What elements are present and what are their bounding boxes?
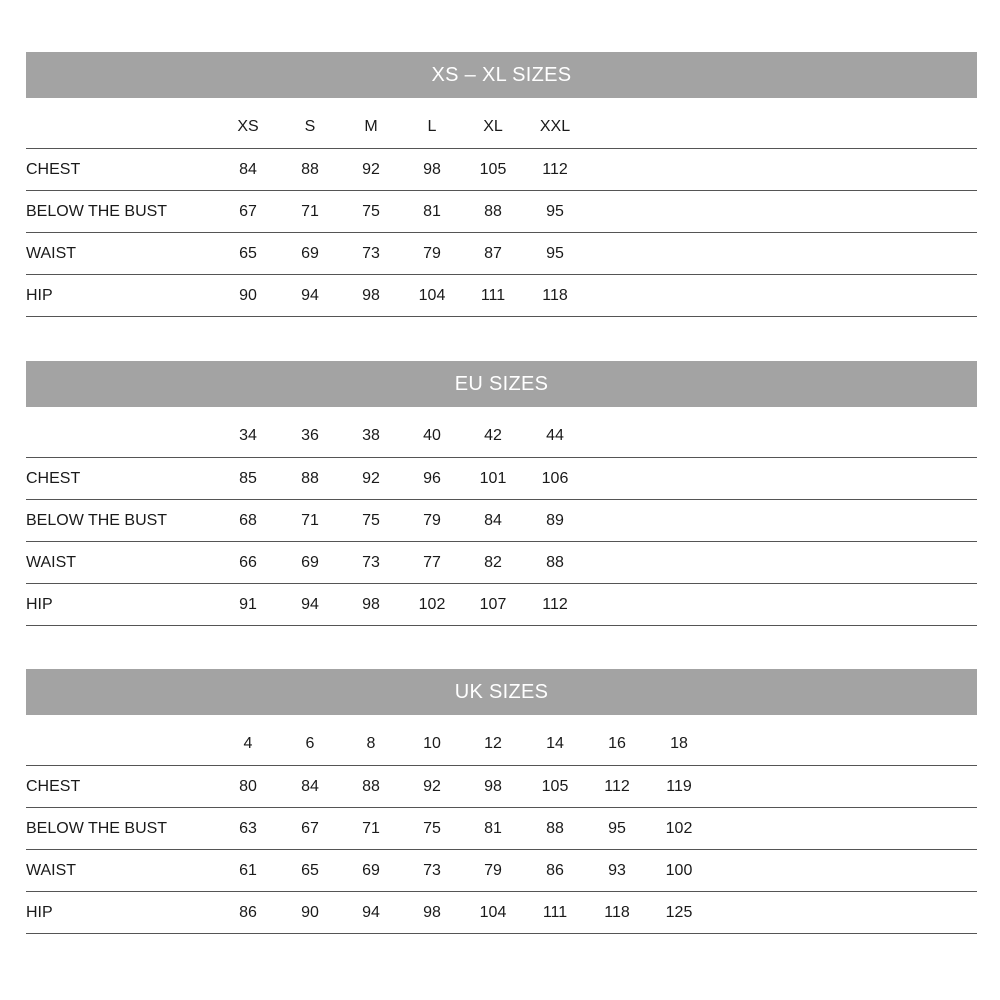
size-header-cell: 44 xyxy=(546,427,564,444)
table-title: EU SIZES xyxy=(26,361,977,407)
measurement-value: 92 xyxy=(423,777,441,795)
measurement-value: 96 xyxy=(423,469,441,487)
size-header-cell: XL xyxy=(483,118,503,135)
size-header-cell: M xyxy=(364,118,378,135)
size-header-row xyxy=(26,715,977,765)
measurement-value: 71 xyxy=(301,202,319,220)
measurement-row xyxy=(26,583,977,626)
measurement-value: 82 xyxy=(484,553,502,571)
size-header-cell: 34 xyxy=(239,427,257,444)
measurement-row xyxy=(26,891,977,934)
measurement-value: 98 xyxy=(484,777,502,795)
size-header-cell: 14 xyxy=(546,735,564,752)
measurement-value: 73 xyxy=(362,244,380,262)
size-header-cell: XS xyxy=(237,118,259,135)
measurement-label: HIP xyxy=(26,903,53,921)
measurement-value: 102 xyxy=(665,819,693,837)
size-header-row xyxy=(26,98,977,148)
measurement-row xyxy=(26,148,977,190)
size-header-cell: 10 xyxy=(423,735,441,752)
measurement-value: 90 xyxy=(301,903,319,921)
measurement-row xyxy=(26,274,977,317)
size-header-cell: 38 xyxy=(362,427,380,444)
measurement-value: 86 xyxy=(239,903,257,921)
size-header-cell: 4 xyxy=(243,735,253,752)
measurement-value: 119 xyxy=(666,777,692,795)
measurement-value: 93 xyxy=(608,861,626,879)
measurement-value: 81 xyxy=(423,202,441,220)
measurement-value: 69 xyxy=(362,861,380,879)
size-header-cell: S xyxy=(304,118,316,135)
size-table-2 xyxy=(26,669,977,934)
size-header-cell: 8 xyxy=(366,735,376,752)
measurement-value: 92 xyxy=(362,469,380,487)
measurement-value: 118 xyxy=(604,903,630,921)
measurement-value: 105 xyxy=(479,160,507,178)
measurement-value: 67 xyxy=(239,202,257,220)
table-title: XS – XL SIZES xyxy=(26,52,977,98)
size-header-cell: 16 xyxy=(608,735,626,752)
measurement-value: 68 xyxy=(239,511,257,529)
measurement-value: 90 xyxy=(239,286,257,304)
size-table-1 xyxy=(26,361,977,626)
measurement-value: 71 xyxy=(362,819,380,837)
measurement-value: 107 xyxy=(479,595,507,613)
measurement-value: 77 xyxy=(423,553,441,571)
table-title: UK SIZES xyxy=(26,669,977,715)
measurement-label: CHEST xyxy=(26,160,81,178)
size-header-cell: L xyxy=(427,118,437,135)
measurement-value: 84 xyxy=(239,160,257,178)
measurement-value: 87 xyxy=(484,244,502,262)
measurement-value: 91 xyxy=(239,595,257,613)
measurement-value: 84 xyxy=(484,511,502,529)
measurement-label: HIP xyxy=(26,595,53,613)
measurement-value: 104 xyxy=(479,903,507,921)
measurement-value: 69 xyxy=(301,244,319,262)
measurement-value: 105 xyxy=(541,777,569,795)
measurement-value: 79 xyxy=(423,511,441,529)
measurement-label: CHEST xyxy=(26,777,81,795)
measurement-value: 104 xyxy=(418,286,446,304)
size-header-cell: 12 xyxy=(484,735,502,752)
measurement-value: 88 xyxy=(301,160,319,178)
measurement-label: BELOW THE BUST xyxy=(26,202,168,220)
measurement-value: 89 xyxy=(546,511,564,529)
measurement-value: 102 xyxy=(418,595,446,613)
size-header-cell: 6 xyxy=(305,735,315,752)
measurement-value: 98 xyxy=(423,903,441,921)
measurement-label: WAIST xyxy=(26,861,77,879)
measurement-value: 73 xyxy=(423,861,441,879)
measurement-value: 67 xyxy=(301,819,319,837)
measurement-value: 111 xyxy=(542,903,568,921)
measurement-value: 88 xyxy=(484,202,502,220)
measurement-row xyxy=(26,499,977,541)
measurement-value: 95 xyxy=(608,819,626,837)
measurement-value: 79 xyxy=(484,861,502,879)
size-header-cell: 36 xyxy=(301,427,319,444)
measurement-value: 71 xyxy=(301,511,319,529)
measurement-row xyxy=(26,232,977,274)
size-table-0 xyxy=(26,52,977,317)
measurement-row xyxy=(26,190,977,232)
measurement-value: 65 xyxy=(239,244,257,262)
measurement-value: 94 xyxy=(301,595,319,613)
measurement-value: 75 xyxy=(362,202,380,220)
measurement-value: 88 xyxy=(546,819,564,837)
measurement-label: WAIST xyxy=(26,553,77,571)
measurement-label: BELOW THE BUST xyxy=(26,819,168,837)
measurement-label: HIP xyxy=(26,286,53,304)
measurement-value: 111 xyxy=(480,286,506,304)
measurement-value: 98 xyxy=(362,286,380,304)
size-header-cell: XXL xyxy=(539,118,571,135)
measurement-value: 94 xyxy=(301,286,319,304)
measurement-value: 65 xyxy=(301,861,319,879)
measurement-value: 84 xyxy=(301,777,319,795)
measurement-value: 69 xyxy=(301,553,319,571)
measurement-value: 98 xyxy=(362,595,380,613)
measurement-value: 118 xyxy=(542,286,568,304)
measurement-label: WAIST xyxy=(26,244,77,262)
measurement-row xyxy=(26,541,977,583)
size-header-row xyxy=(26,407,977,457)
measurement-value: 94 xyxy=(362,903,380,921)
measurement-value: 80 xyxy=(239,777,257,795)
measurement-label: BELOW THE BUST xyxy=(26,511,168,529)
measurement-row xyxy=(26,457,977,499)
size-header-cell: 40 xyxy=(423,427,441,444)
measurement-label: CHEST xyxy=(26,469,81,487)
measurement-value: 98 xyxy=(423,160,441,178)
measurement-value: 66 xyxy=(239,553,257,571)
measurement-row xyxy=(26,849,977,891)
measurement-value: 86 xyxy=(546,861,564,879)
measurement-value: 75 xyxy=(423,819,441,837)
measurement-value: 88 xyxy=(301,469,319,487)
measurement-value: 112 xyxy=(542,160,568,178)
measurement-value: 88 xyxy=(362,777,380,795)
measurement-value: 61 xyxy=(239,861,257,879)
measurement-row xyxy=(26,807,977,849)
measurement-row xyxy=(26,765,977,807)
measurement-value: 63 xyxy=(239,819,257,837)
measurement-value: 92 xyxy=(362,160,380,178)
measurement-value: 81 xyxy=(484,819,502,837)
measurement-value: 106 xyxy=(541,469,569,487)
measurement-value: 85 xyxy=(239,469,257,487)
measurement-value: 88 xyxy=(546,553,564,571)
measurement-value: 95 xyxy=(546,244,564,262)
size-header-cell: 42 xyxy=(484,427,502,444)
measurement-value: 101 xyxy=(479,469,507,487)
measurement-value: 75 xyxy=(362,511,380,529)
measurement-value: 112 xyxy=(542,595,568,613)
measurement-value: 112 xyxy=(604,777,630,795)
measurement-value: 73 xyxy=(362,553,380,571)
size-header-cell: 18 xyxy=(670,735,688,752)
measurement-value: 79 xyxy=(423,244,441,262)
measurement-value: 125 xyxy=(665,903,693,921)
measurement-value: 100 xyxy=(665,861,693,879)
measurement-value: 95 xyxy=(546,202,564,220)
